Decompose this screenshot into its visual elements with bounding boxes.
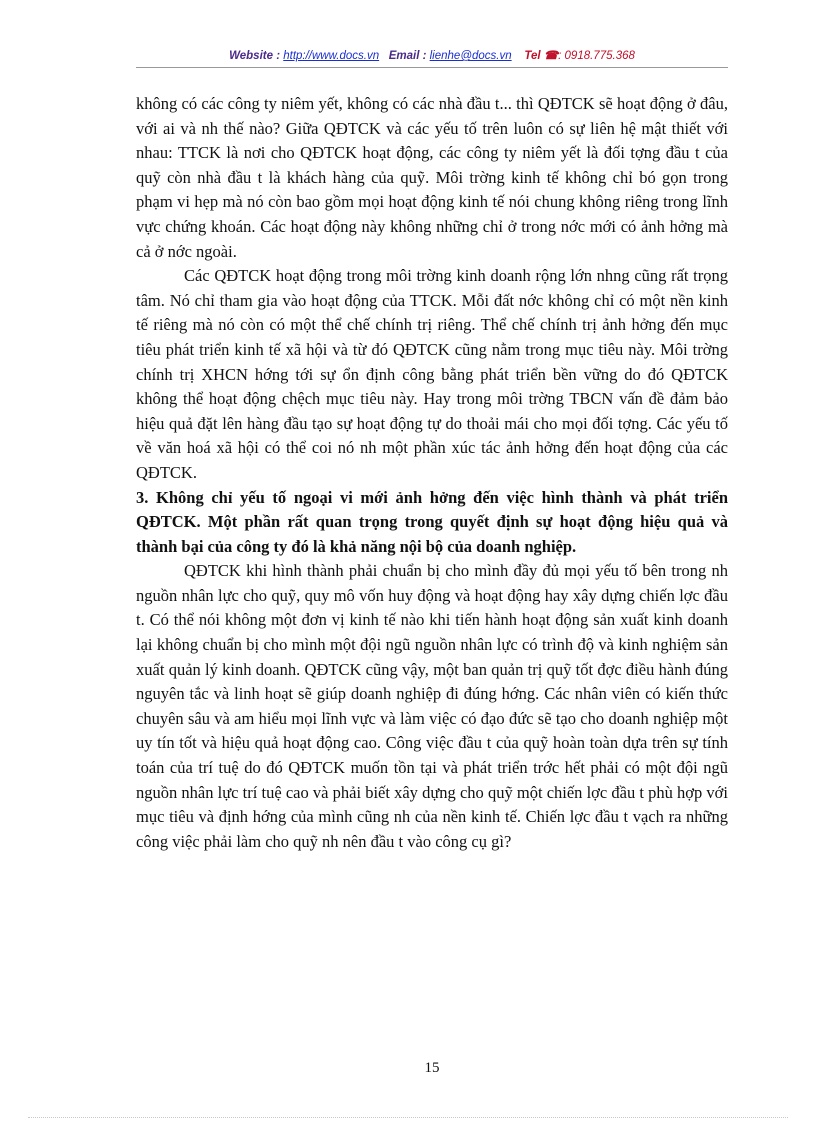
document-body (136, 92, 728, 854)
page-header (136, 48, 728, 62)
paragraph-1: không có các công ty niêm yết, không có các nhà đầu t... thì QĐTCK sẽ hoạt động ở đâu, với ai và nh thế nào? Giữa QĐTCK và các yếu tố trên luôn có sự liên hệ mật thiết với nhau: TTCK là nơi cho QĐTCK hoạt động, các công ty niêm yết là đối tợng đầu t của quỹ còn nhà đầu t là khách hàng của quỹ. Môi trờng kinh tế không chỉ bó gọn trong phạm vi hẹp mà nó còn bao gồm mọi hoạt động kinh tế nói chung không riêng trong lĩnh vực chứng khoán. Các hoạt động này không những chỉ ở trong nớc mới có ảnh hởng mà cả ở nớc ngoài. (136, 94, 728, 261)
email-label: Email (388, 50, 420, 62)
header-divider (136, 67, 728, 68)
website-link[interactable]: http://www.docs.vn (283, 50, 380, 62)
footer-divider (28, 1117, 788, 1118)
email-link[interactable]: lienhe@docs.vn (429, 50, 512, 62)
page-number: 15 (424, 1060, 440, 1076)
phone-icon: ☎ (543, 50, 559, 62)
paragraph-2: Các QĐTCK hoạt động trong môi trờng kinh doanh rộng lớn nhng cũng rất trọng tâm. Nó chỉ tham gia vào hoạt động của TTCK. Mỗi đất nớc không chỉ có một nền kinh tế riêng mà nó còn có một thể chế chính trị riêng. Thể chế chính trị ảnh hởng đến mục tiêu phát triển kinh tế xã hội và từ đó QĐTCK cũng nằm trong mục tiêu này. Môi trờng chính trị XHCN hớng tới sự ổn định công bằng phát triển bền vững do đó QĐTCK không thể hoạt động chệch mục tiêu này. Hay trong môi trờng TBCN vấn đề đảm bảo hiệu quả đặt lên hàng đầu tạo sự hoạt động tự do thoải mái cho mọi đối tợng. Các yếu tố về văn hoá xã hội có thể coi nó nh một phần xúc tác ảnh hởng đến hoạt động của các QĐTCK. (136, 266, 728, 482)
paragraph-3: QĐTCK khi hình thành phải chuẩn bị cho mình đầy đủ mọi yếu tố bên trong nh nguồn nhân lực cho quỹ, quy mô vốn huy động và hoạt động hay xây dựng chiến lợc đầu t. Có thể nói không một đơn vị kinh tế nào khi tiến hành hoạt động sản xuất kinh doanh lại không chuẩn bị cho mình một đội ngũ nguồn nhân lực có trình độ và kinh nghiệm sản xuất quản lý kinh doanh. QĐTCK cũng vậy, một ban quản trị quỹ tốt đợc điều hành đúng nguyên tắc và linh hoạt sẽ giúp doanh nghiệp đi đúng hớng. Các nhân viên có kiến thức chuyên sâu và am hiểu mọi lĩnh vực và làm việc có đạo đức sẽ tạo cho doanh nghiệp một uy tín tốt và hiệu quả hoạt động cao. Công việc đầu t của quỹ hoàn toàn dựa trên sự tính toán của trí tuệ do đó QĐTCK muốn tồn tại và phát triển trớc hết phải có một đội ngũ nguồn nhân lực trí tuệ cao và phải biết xây dựng cho quỹ một chiến lợc đầu t phù hợp với mục tiêu và định hớng của mình cũng nh của nền kinh tế. Chiến lợc đầu t vạch ra những công việc phải làm cho quỹ nh nên đầu t vào công cụ gì? (136, 561, 728, 851)
section-heading-3: 3. Không chỉ yếu tố ngoại vi mới ảnh hởng đến việc hình thành và phát triển QĐTCK. Một phần rất quan trọng trong quyết định sự hoạt động hiệu quả và thành bại của công ty đó là khả năng nội bộ của doanh nghiệp. (136, 487, 728, 556)
email-separator: : (419, 50, 427, 62)
tel-number: : 0918.775.368 (558, 50, 635, 62)
tel-label: Tel (524, 50, 541, 62)
website-label: Website : (229, 50, 281, 62)
